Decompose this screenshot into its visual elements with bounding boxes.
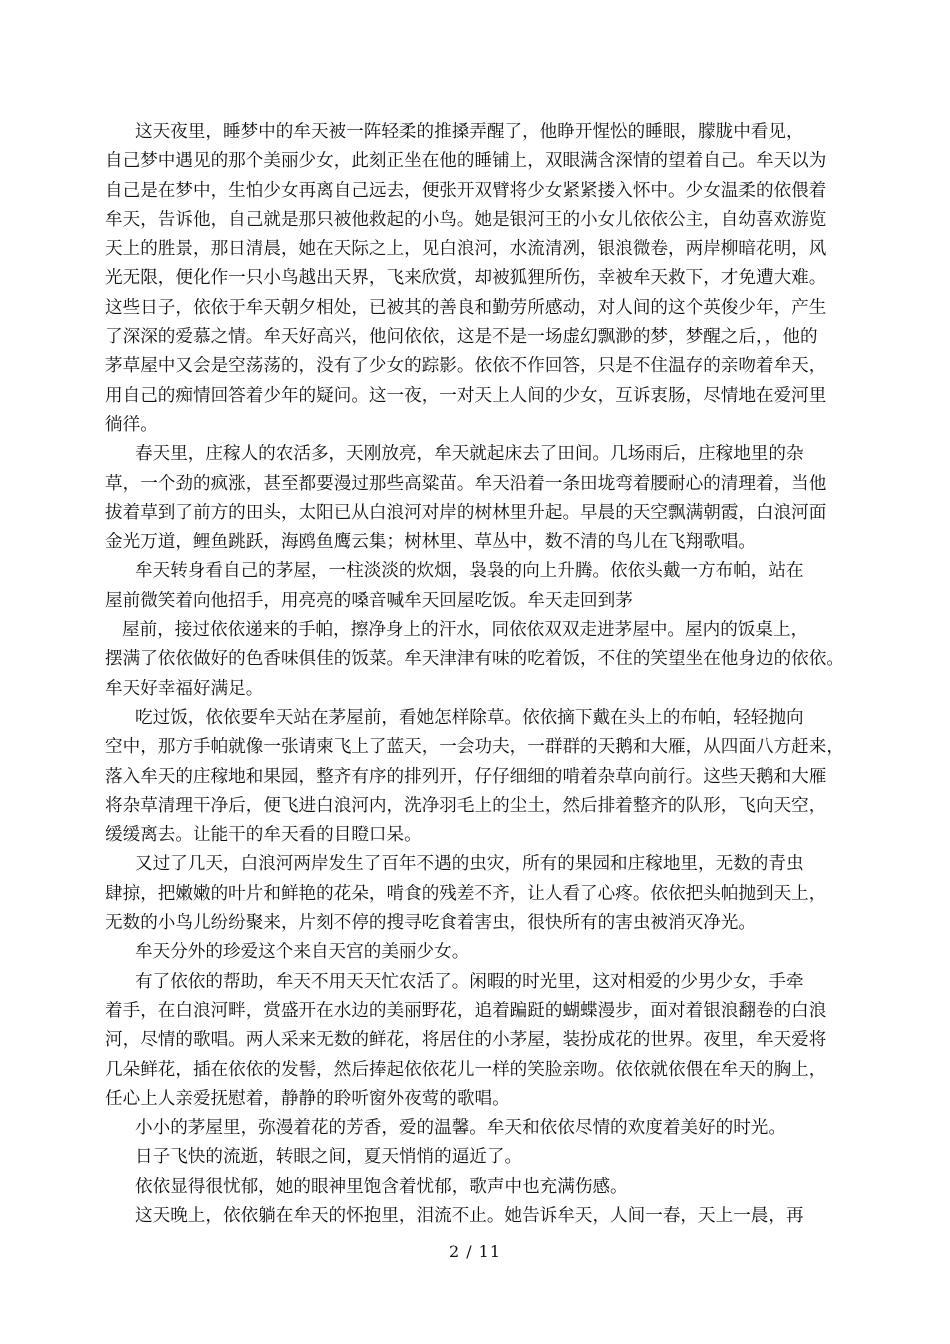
text-line: 自己是在梦中，生怕少女再离自己远去，便张开双臂将少女紧紧搂入怀中。少女温柔的依偎着 [105,180,827,201]
text-line: 几朵鲜花，插在依依的发髻，然后捧起依依花儿一样的笑脸亲吻。依依就依偎在牟天的胸上， [105,1059,827,1080]
text-line: 拔着草到了前方的田头，太阳已从白浪河对岸的树林里升起。早晨的天空飘满朝霞，白浪河面 [105,502,827,523]
body-text [105,118,865,1231]
text-line: 屋前微笑着向他招手，用亮亮的嗓音喊牟天回屋吃饭。牟天走回到茅 [105,590,633,611]
text-line: 金光万道，鲤鱼跳跃，海鸥鱼鹰云集；树林里、草丛中，数不清的鸟儿在飞翔歌唱。 [105,532,756,553]
text-line: 屋前，接过依依递来的手帕，擦净身上的汗水，同依依双双走进茅屋中。屋内的饭桌上， [122,620,809,641]
text-line: 任心上人亲爱抚慰着，静静的聆听窗外夜莺的歌唱。 [105,1088,510,1109]
text-line: 这天夜里，睡梦中的牟天被一阵轻柔的推搡弄醒了，他睁开惺忪的睡眼，朦胧中看见， [135,122,804,142]
text-line: 牟天好幸福好满足。 [105,678,264,699]
page-number: 2 / 11 [448,1242,502,1261]
text-line: 肆掠，把嫩嫩的叶片和鲜艳的花朵，啃食的残差不齐，让人看了心疼。依依把头帕抛到天上， [105,883,827,904]
text-line: 了深深的爱慕之情。牟天好高兴，他问依依，这是不是一场虚幻飘渺的梦，梦醒之后，，他的 [105,327,818,348]
text-line: 小小的茅屋里，弥漫着花的芳香，爱的温馨。牟天和依依尽情的欢度着美好的时光。 [135,1118,786,1139]
text-line: 吃过饭，依依要牟天站在茅屋前，看她怎样除草。依依摘下戴在头上的布帕，轻轻抛向 [135,707,804,728]
text-line: 茅草屋中又会是空荡荡的，没有了少女的踪影。依依不作回答，只是不住温存的亲吻着牟天， [105,356,827,377]
text-line: 春天里，庄稼人的农活多，天刚放亮，牟天就起床去了田间。几场雨后，庄稼地里的杂 [135,444,804,465]
text-line: 草，一个劲的疯涨，甚至都要漫过那些高粱苗。牟天沿着一条田垅弯着腰耐心的清理着，当他 [105,473,827,494]
text-line: 又过了几天，白浪河两岸发生了百年不遇的虫灾，所有的果园和庄稼地里，无数的青虫 [135,854,804,875]
text-line: 着手，在白浪河畔，赏盛开在水边的美丽野花，追着蹁跹的蝴蝶漫步，面对着银浪翻卷的白浪 [105,1000,827,1021]
text-line: 牟天转身看自己的茅屋，一柱淡淡的炊烟，袅袅的向上升腾。依依头戴一方布帕，站在 [135,561,804,582]
text-line: 这天晚上，依依躺在牟天的怀抱里，泪流不止。她告诉牟天，人间一春，天上一晨，再 [135,1205,804,1226]
text-line: 牟天分外的珍爱这个来自天宫的美丽少女。 [135,942,470,963]
text-line: 光无限，便化作一只小鸟越出天界，飞来欣赏，却被狐狸所伤，幸被牟天救下，才免遭大难。 [105,268,827,289]
text-line: 河，尽情的歌唱。两人采来无数的鲜花，将居住的小茅屋，装扮成花的世界。夜里，牟天爱将 [105,1030,827,1051]
text-line: 牟天，告诉他，自己就是那只被他救起的小鸟。她是银河王的小女儿依依公主，自幼喜欢游览 [105,209,827,230]
text-line: 无数的小鸟儿纷纷聚来，片刻不停的搜寻吃食着害虫，很快所有的害虫被消灭净光。 [105,913,756,934]
text-line: 空中，那方手帕就像一张请柬飞上了蓝天，一会功夫，一群群的天鹅和大雁，从四面八方赶来， [105,737,844,758]
text-line: 将杂草清理干净后，便飞进白浪河内，洗净羽毛上的尘土，然后排着整齐的队形，飞向天空， [105,795,827,816]
text-line: 这些日子，依依于牟天朝夕相处，已被其的善良和勤劳所感动，对人间的这个英俊少年，产生 [105,297,827,318]
text-line: 有了依依的帮助，牟天不用天天忙农活了。闲暇的时光里，这对相爱的少男少女，手牵 [135,971,804,992]
text-line: 落入牟天的庄稼地和果园，整齐有序的排列开，仔仔细细的啃着杂草向前行。这些天鹅和大雁 [105,766,827,787]
text-line: 缓缓离去。让能干的牟天看的目瞪口呆。 [105,825,422,846]
text-line: 徜徉。 [105,414,158,435]
text-line: 用自己的痴情回答着少年的疑问。这一夜，一对天上人间的少女，互诉衷肠，尽情地在爱河里 [105,385,827,406]
text-line: 日子飞快的流逝，转眼之间，夏天悄悄的逼近了。 [135,1147,523,1168]
text-line: 依依显得很忧郁，她的眼神里饱含着忧郁，歌声中也充满伤感。 [135,1176,628,1197]
text-line: 自己梦中遇见的那个美丽少女，此刻正坐在他的睡铺上，双眼满含深情的望着自己。牟天以为 [105,151,827,172]
text-line: 摆满了依依做好的色香味俱佳的饭菜。牟天津津有味的吃着饭，不住的笑望坐在他身边的依依。 [105,649,844,670]
text-line: 天上的胜景，那日清晨，她在天际之上，见白浪河，水流清冽，银浪微卷，两岸柳暗花明，风 [105,239,827,260]
